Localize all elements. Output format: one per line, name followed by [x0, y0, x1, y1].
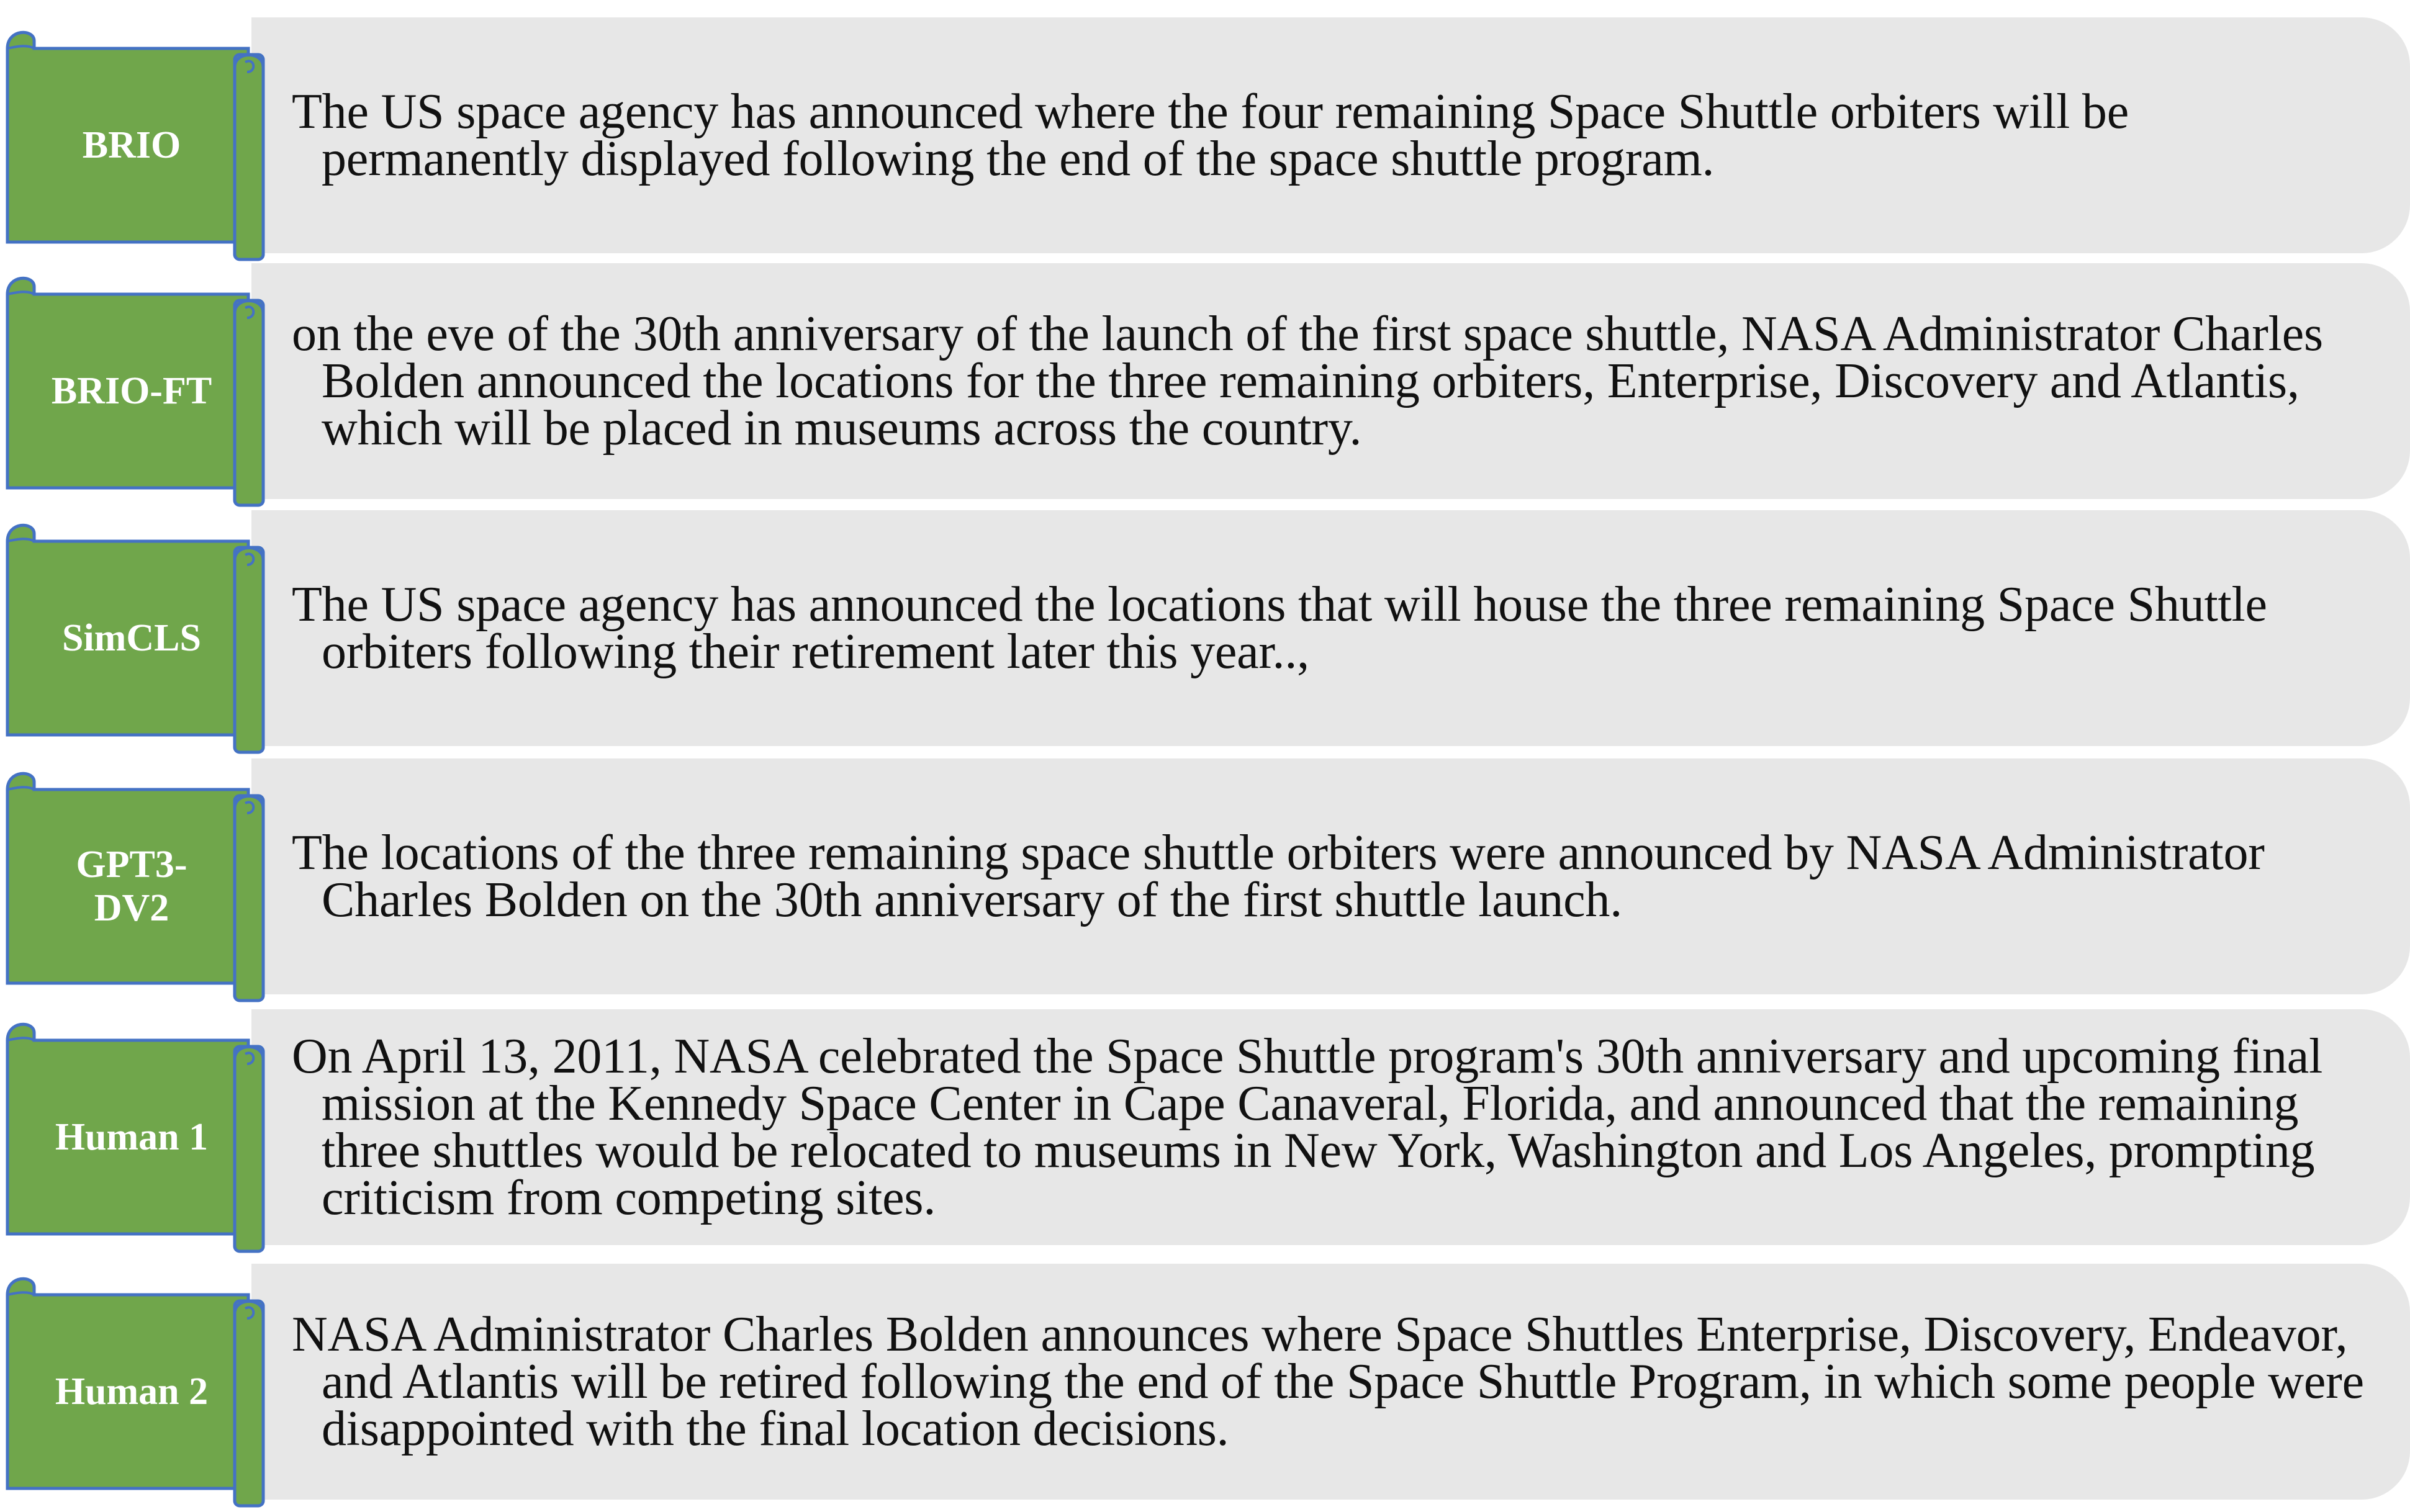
- summary-sentence: The locations of the three remaining space shuttle orbiters were announced by NASA Administrator Charles Bolden on the 30th anniversary of the first shuttle launch.: [292, 826, 2265, 927]
- model-label: [7, 790, 256, 983]
- model-label: [7, 541, 256, 735]
- model-label: [7, 294, 256, 488]
- model-label-text: BRIO: [82, 124, 181, 166]
- model-label-text: SimCLS: [62, 617, 201, 659]
- summary-row: [0, 510, 2410, 746]
- summary-row: [0, 17, 2410, 253]
- summary-row: [0, 758, 2410, 994]
- summary-text: [292, 1264, 2379, 1500]
- model-label-text: GPT3-DV2: [76, 844, 187, 929]
- summary-sentence: On April 13, 2011, NASA celebrated the Space Shuttle program's 30th anniversary and upcoming final mission at the Kennedy Space Center in Cape Canaveral, Florida, and announced that the remaining three shuttles would be relocated to museums in New York, Washington and Los Angeles, prompting criticism from competing sites.: [292, 1029, 2323, 1225]
- summary-row: [0, 263, 2410, 499]
- summary-sentence: NASA Administrator Charles Bolden announces where Space Shuttles Enterprise, Discovery, Endeavor, and Atlantis will be retired following the end of the Space Shuttle Program, in which some people were disappointed with the final location decisions.: [292, 1307, 2364, 1456]
- model-label: [7, 1295, 256, 1488]
- model-label-text: BRIO-FT: [51, 370, 212, 412]
- summary-sentence: The US space agency has announced where the four remaining Space Shuttle orbiters will be permanently displayed following the end of the space shuttle program.: [292, 84, 2129, 186]
- summary-sentence: The US space agency has announced the locations that will house the three remaining Space Shuttle orbiters following their retirement later this year..,: [292, 577, 2267, 679]
- summary-row: [0, 1009, 2410, 1245]
- summary-row: [0, 1264, 2410, 1500]
- summary-text: [292, 758, 2379, 994]
- summary-text: [292, 510, 2379, 746]
- summary-text: [292, 17, 2379, 253]
- model-label: [7, 1040, 256, 1234]
- model-label-text: Human 1: [55, 1116, 209, 1158]
- summary-text: [292, 263, 2379, 499]
- model-label: [7, 48, 256, 242]
- summary-text: [292, 1009, 2379, 1245]
- model-label-text: Human 2: [55, 1370, 209, 1413]
- summary-sentence: on the eve of the 30th anniversary of the launch of the first space shuttle, NASA Administrator Charles Bolden announced the locations for the three remaining orbiters, Enterprise, Discovery and Atlantis, which will be placed in museums across the country.: [292, 307, 2323, 456]
